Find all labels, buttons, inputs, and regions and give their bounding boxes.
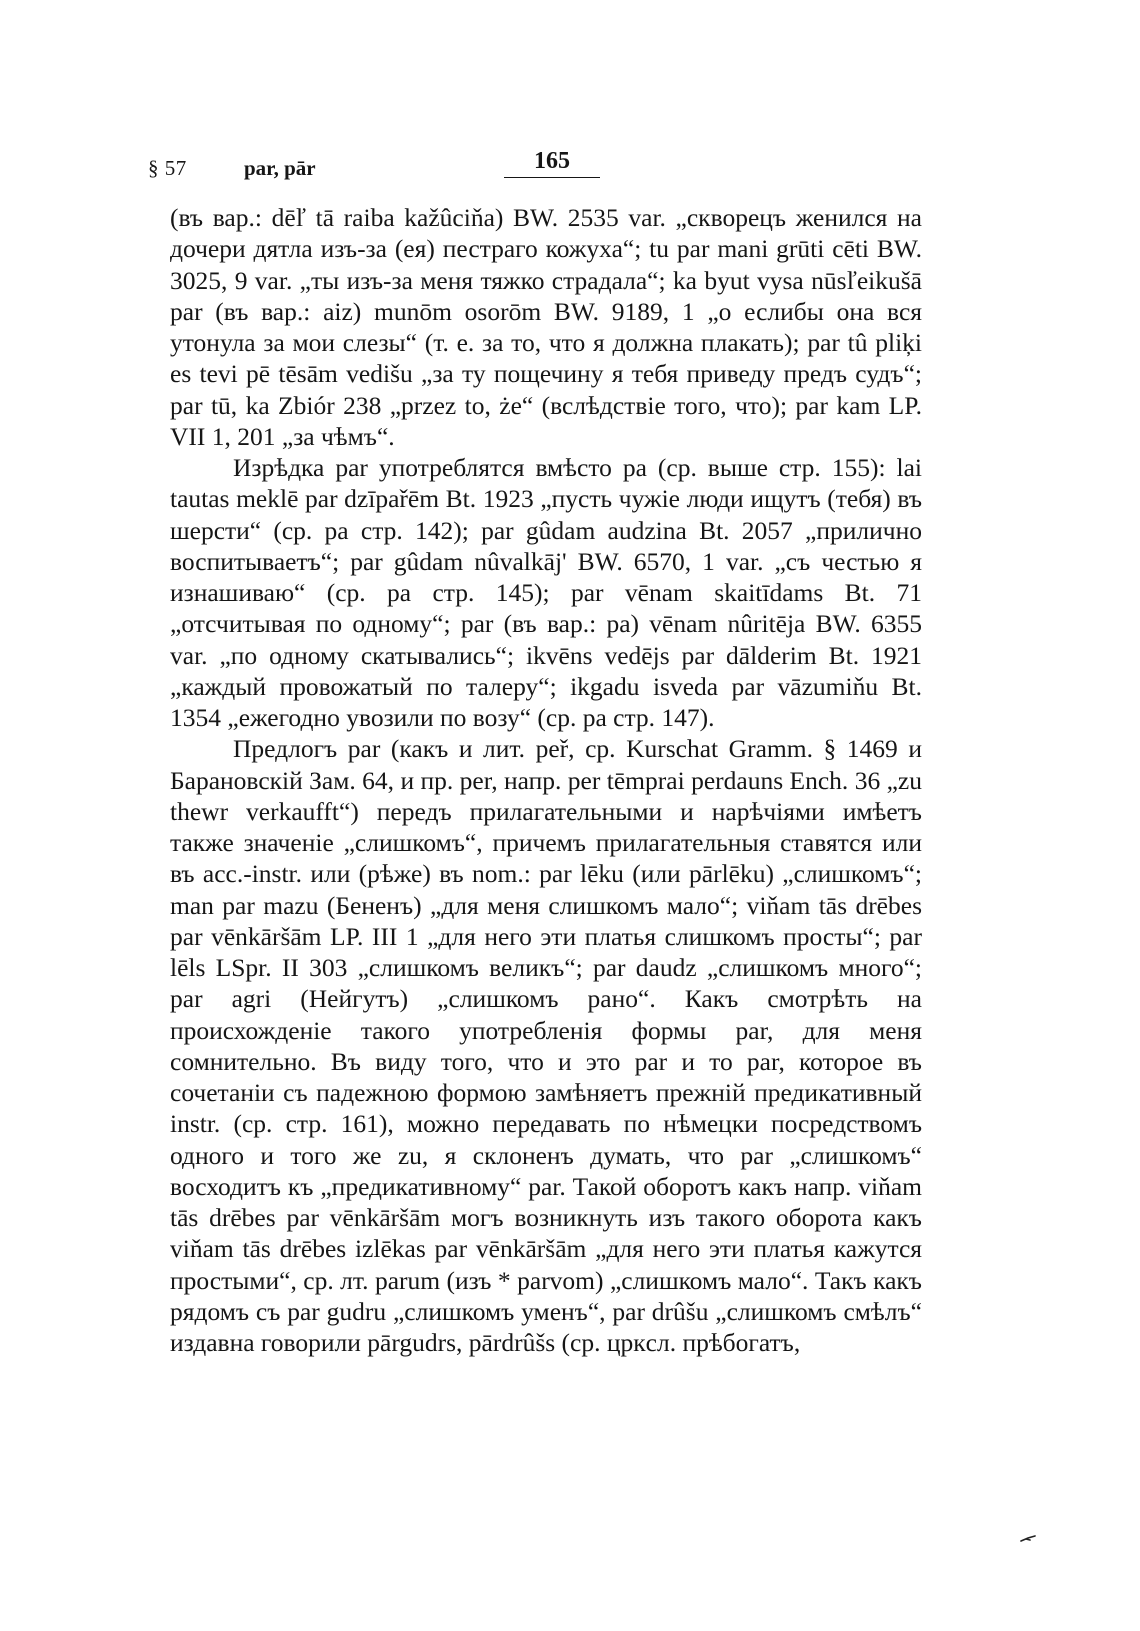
paragraph-rarely-par: Изрѣдка par употреблятся вмѣсто pa (ср. выше стр. 155): lai tautas meklē par dzīpařēm Bt. 1923 „пусть чужіе люди ищутъ (тебя) въ шерсти“ (ср. pa стр. 142); par gûdam audzina Bt. 2057 „прилично воспитываетъ“; par gûdam nûvalkāj' BW. 6570, 1 var. „съ честью я изнашиваю“ (ср. pa стр. 145); par vēnam skaitīdams Bt. 71 „отсчитывая по одному“; par (въ вар.: pa) vēnam nûritēja BW. 6355 var. „по одному скатывались“; ikvēns vedējs par dālderim Bt. 1921 „каждый провожатый по талеру“; ikgadu isveda par vāzumiňu Bt. 1354 „ежегодно увозили по возу“ (ср. pa стр. 147). [170, 453, 922, 732]
header-headwords: par, pār [244, 156, 316, 180]
paragraph-preposition-par: Предлогъ par (какъ и лит. peř, ср. Kurschat Gramm. § 1469 и Барановскій Зам. 64, и пр. per, напр. per tēmprai perdauns Ench. 36 „zu thewr verkaufft“) передъ прилагательными и нарѣчіями имѣетъ также значеніе „слишкомъ“, причемъ прилагательныя ставятся или въ acc.-instr. или (рѣже) въ nom.: par lēku (или pārlēku) „слишкомъ“; man par mazu (Бененъ) „для меня слишкомъ мало“; viňam tās drēbes par vēnkāršām LP. III 1 „для него эти платья слишкомъ просты“; par lēls LSpr. II 303 „слишкомъ великъ“; par daudz „слишкомъ много“; par agri (Нейгутъ) „слишкомъ рано“. Какъ смотрѣть на происхожденіе такого употребленія формы par, для меня сомнительно. Въ виду того, что и это par и то par, которое въ сочетаніи съ падежною формою замѣняетъ прежній предикативный instr. (ср. стр. 161), можно передавать по нѣмецки посредствомъ одного и того же zu, я склоненъ думать, что par „слишкомъ“ восходитъ къ „предикативному“ par. Такой оборотъ какъ напр. viňam tās drēbes par vēnkāršām могъ возникнуть изъ такого оборота какъ viňam tās drēbes izlēkas par vēnkāršām „для него эти платья кажутся простыми“, ср. лт. parum (изъ * parvom) „слишкомъ мало“. Такъ какъ рядомъ съ par gudru „слишкомъ уменъ“, par drûšu „слишкомъ смѣлъ“ издавна говорили pārgudrs, pārdrûšs (ср. цркcл. прѣбогатъ, [170, 734, 922, 1357]
section-number: § 57 [148, 156, 187, 180]
page-number: 165 [504, 148, 600, 178]
paragraph-continuation: (въ вар.: dēľ tā raiba kažûciňa) BW. 2535 var. „скворецъ женился на дочери дятла изъ-за (ея) пестраго кожуха“; tu par mani grūti cēti BW. 3025, 9 var. „ты изъ-за меня тяжко страдала“; ka byut vysa nūsľeikušā par (въ вар.: aiz) munōm osorōm BW. 9189, 1 „о еслибы она вся утонула за мои слезы“ (т. е. за то, что я должна плакать); par tû pliķi es tevi pē tēsām vedišu „за ту пощечину я тебя приведу предъ судъ“; par tū, ka Zbiór 238 „przez to, że“ (вслѣдствіе того, что); par kam LP. VII 1, 201 „за чѣмъ“. [170, 203, 922, 451]
body-text [170, 202, 922, 1358]
printer-mark-icon [1020, 1531, 1036, 1543]
running-header [148, 148, 922, 184]
